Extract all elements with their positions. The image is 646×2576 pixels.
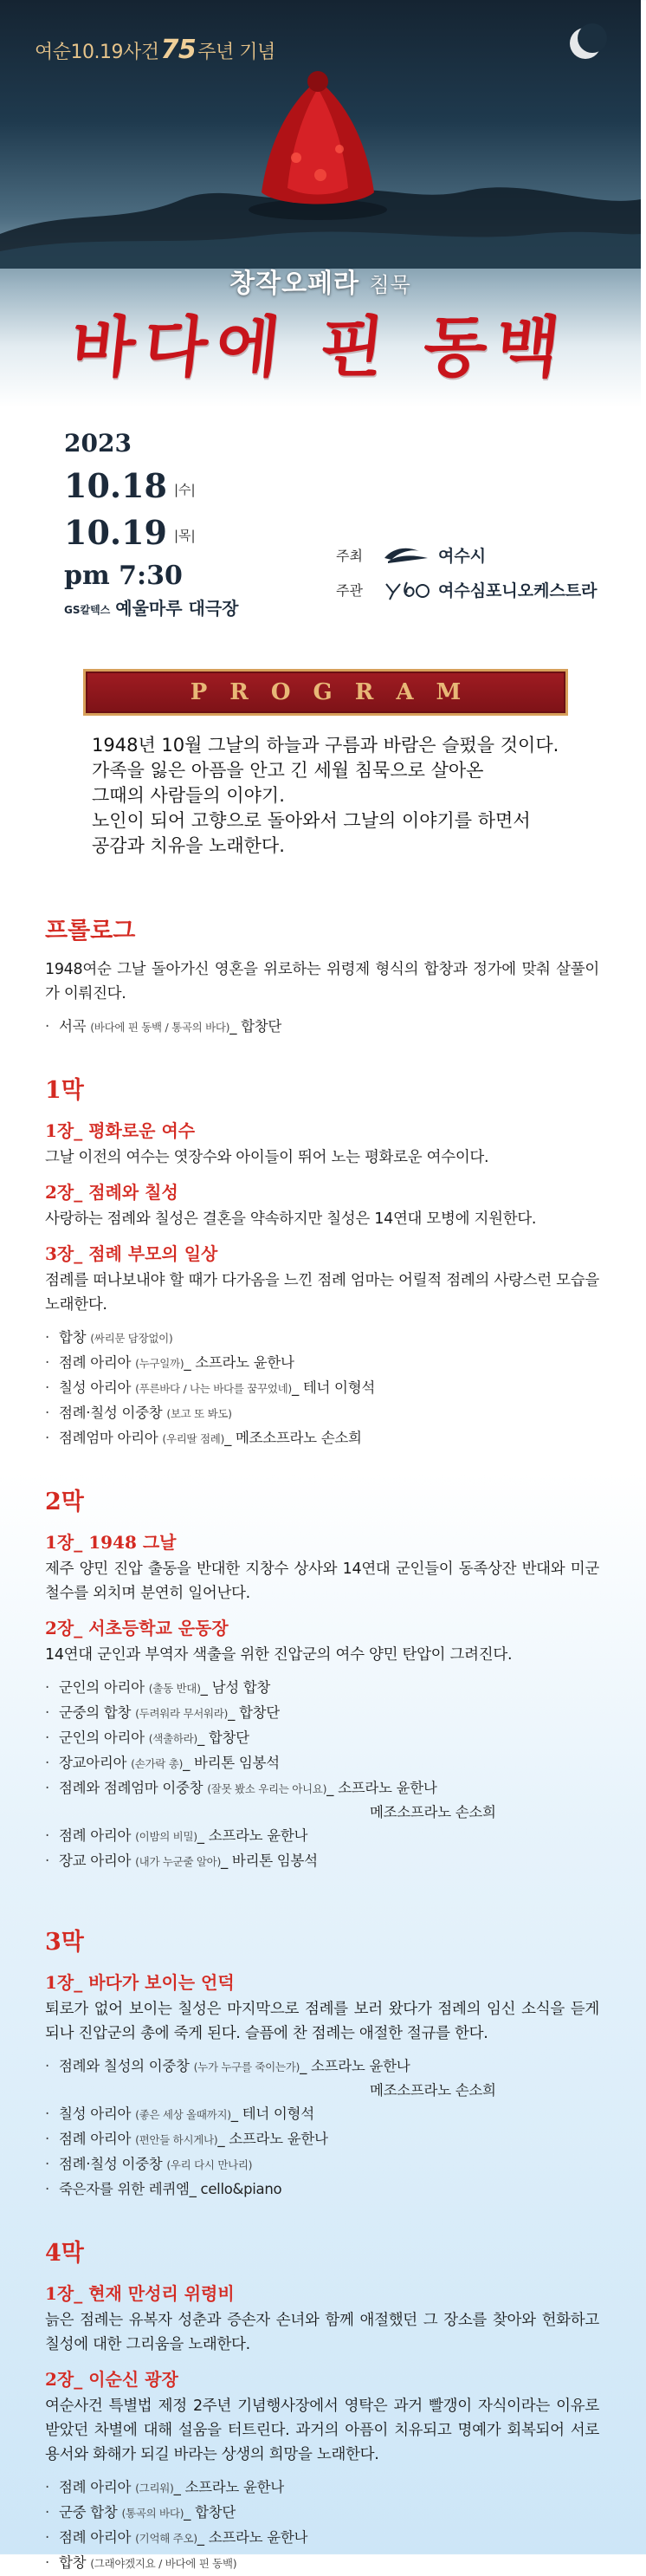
act3-title: 3막 — [45, 1929, 84, 1956]
song-item: · 점례 아리아 (그리워)_ 소프라노 윤한나 — [45, 2479, 284, 2495]
act1-scene1-desc: 그날 이전의 여수는 엿장수와 아이들이 뛰어 노는 평화로운 여수이다. — [45, 1149, 489, 1166]
song-item: · 점례와 칠성의 이중창 (누가 누구를 죽이는가)_ 소프라노 윤한나 메조소프라노 손소희 — [45, 2058, 496, 2099]
song-item: · 점례 아리아 (이밤의 비밀)_ 소프라노 윤한나 — [45, 1827, 308, 1844]
act2-scene1-title: 1장_ 1948 그날 — [45, 1532, 177, 1553]
organizer-name: 여수심포니오케스트라 — [438, 581, 598, 600]
event-venue: GS칼텍스 예울마루 대극장 — [64, 598, 239, 619]
intro-line: 그때의 사람들의 이야기. — [92, 785, 285, 806]
hero-banner — [0, 0, 641, 407]
crescent-moon-icon — [566, 24, 604, 62]
act4-scene2-desc: 여순사건 특별법 제정 2주년 기념행사장에서 영탁은 과거 빨갱이 자식이라는 이유로 받았던 차별에 대해 설움을 터트린다. 과거의 아픔이 치유되고 명예가 회복되어 서로 용서와 화해가 되길 바라는 상생의 희망을 노래한다. — [45, 2398, 599, 2463]
event-date-2: 10.19 |목| — [64, 512, 196, 552]
song-item: · 죽은자를 위한 레퀴엠_ cello&piano — [45, 2181, 282, 2197]
act4-scene2-title: 2장_ 이순신 광장 — [45, 2369, 178, 2390]
act1-song-list — [45, 1326, 599, 1451]
prologue-song-list — [45, 1015, 599, 1040]
song-item: · 합창 (그래야겠지요 / 바다에 핀 동백) — [45, 2554, 237, 2571]
intro-line: 노인이 되어 고향으로 돌아와서 그날의 이야기를 하면서 — [92, 810, 531, 831]
program-content — [45, 912, 599, 2576]
intro-line: 공감과 치유을 노래한다. — [92, 835, 285, 856]
act4-scene1-desc: 늙은 점례는 유복자 성춘과 증손자 손녀와 함께 애절했던 그 장소를 찾아와 헌화하고 칠성에 대한 그리움을 노래한다. — [45, 2312, 599, 2353]
act1-scene2-title: 2장_ 점례와 칠성 — [45, 1182, 178, 1203]
act1-title: 1막 — [45, 1077, 84, 1104]
host-row — [336, 537, 598, 572]
act3-section — [45, 1923, 599, 2203]
opera-subtitle: 창작오페라 침묵 — [229, 269, 411, 299]
prologue-title: 프롤로그 — [45, 918, 136, 944]
host-name: 여수시 — [438, 546, 487, 566]
song-item: · 서곡 (바다에 핀 동백 / 통곡의 바다)_ 합창단 — [45, 1018, 282, 1035]
act1-scene3-desc: 점례를 떠나보내야 할 때가 다가옴을 느낀 점례 엄마는 어릴적 점례의 사랑스런 모습을 노래한다. — [45, 1272, 599, 1314]
program-banner: PROGRAM — [83, 669, 568, 716]
song-item: · 장교아리아 (손가락 총)_ 바리톤 임봉석 — [45, 1755, 280, 1771]
act4-title: 4막 — [45, 2240, 84, 2267]
act4-scene1-title: 1장_ 현재 만성리 위령비 — [45, 2283, 235, 2304]
song-item: · 칠성 아리아 (좋은 세상 올때까지)_ 테너 이형석 — [45, 2106, 314, 2122]
act2-song-list — [45, 1676, 599, 1874]
act2-scene2-desc: 14연대 군인과 부역자 색출을 위한 진압군의 여수 양민 탄압이 그려진다. — [45, 1646, 513, 1664]
intro-line: 가족을 잃은 아픔을 안고 긴 세월 침묵으로 살아온 — [92, 760, 484, 781]
intro-line: 1948년 10월 그날의 하늘과 구름과 바람은 슬펐을 것이다. — [92, 735, 559, 756]
act2-title: 2막 — [45, 1489, 84, 1515]
organizer-row — [336, 572, 598, 607]
act1-scene3-title: 3장_ 점례 부모의 일상 — [45, 1243, 218, 1264]
event-schedule — [64, 429, 238, 623]
organizers — [336, 537, 598, 607]
opera-title: 바다에 핀 동백 — [67, 308, 572, 386]
program-intro — [92, 733, 577, 859]
act4-song-list — [45, 2475, 599, 2576]
act2-section — [45, 1483, 599, 1874]
prologue-section — [45, 912, 599, 1040]
act2-scene1-desc: 제주 양민 진압 출동을 반대한 지창수 상사와 14연대 군인들이 동족상잔 반대와 미군철수를 외치며 분연히 일어난다. — [45, 1561, 599, 1602]
act3-scene1-desc: 퇴로가 없어 보이는 칠성은 마지막으로 점례를 보러 왔다가 점례의 임신 소식을 듣게 되나 진압군의 총에 죽게 된다. 슬픔에 찬 점례는 애절한 절규를 한다. — [45, 2001, 599, 2042]
event-time: pm 7:30 — [64, 561, 183, 591]
event-year: 2023 — [64, 429, 132, 457]
act4-section — [45, 2234, 599, 2576]
act3-scene1-title: 1장_ 바다가 보이는 언덕 — [45, 1972, 235, 1993]
song-item: · 점례 아리아 (누구일까)_ 소프라노 윤한나 — [45, 1354, 294, 1371]
song-item: · 점례와 점례엄마 이중창 (잘못 봤소 우리는 아니요)_ 소프라노 윤한나 메조소프라노 손소희 — [45, 1780, 496, 1820]
song-item: · 군인의 아리아 (색출하라)_ 합창단 — [45, 1729, 249, 1746]
act2-scene2-title: 2장_ 서초등학교 운동장 — [45, 1618, 229, 1638]
song-item: · 장교 아리아 (내가 누군줄 알아)_ 바리톤 임봉석 — [45, 1853, 318, 1869]
act3-song-list — [45, 2054, 599, 2203]
song-item: · 점례·칠성 이중창 (보고 또 봐도) — [45, 1405, 232, 1421]
act1-scene1-title: 1장_ 평화로운 여수 — [45, 1120, 196, 1141]
song-item: · 군인의 아리아 (출동 반대)_ 남성 합창 — [45, 1679, 271, 1696]
song-item: · 합창 (싸리문 담장없이) — [45, 1329, 173, 1346]
event-date-1: 10.18 |수| — [64, 466, 196, 505]
yeosu-city-logo-icon — [381, 542, 433, 567]
song-item: · 점례 아리아 (기억해 주오)_ 소프라노 윤한나 — [45, 2529, 308, 2546]
song-item: · 점례엄마 아리아 (우리딸 점례)_ 메조소프라노 손소희 — [45, 1430, 362, 1446]
act1-scene2-desc: 사랑하는 점례와 칠성은 결혼을 약속하지만 칠성은 14연대 모병에 지원한다. — [45, 1210, 537, 1228]
act1-section — [45, 1071, 599, 1451]
organizer-label: 주관 — [336, 581, 363, 599]
camellia-figure-illustration — [244, 62, 391, 223]
song-item: · 칠성 아리아 (푸른바다 / 나는 바다를 꿈꾸었네)_ 테너 이형석 — [45, 1379, 375, 1396]
prologue-desc: 1948여순 그날 돌아가신 영혼을 위로하는 위령제 형식의 합창과 정가에 맞춰 살풀이가 이뤄진다. — [45, 961, 599, 1002]
host-label: 주최 — [336, 547, 363, 564]
song-item: · 점례·칠성 이중창 (우리 다시 만나리) — [45, 2156, 253, 2172]
yso-orchestra-logo-icon — [381, 577, 433, 601]
anniversary-caption: 여순10.19사건75주년 기념 — [35, 35, 275, 65]
song-item: · 군중의 합창 (두려워라 무서워라)_ 합창단 — [45, 1704, 280, 1721]
song-item: · 군중 합창 (통곡의 바다)_ 합창단 — [45, 2504, 236, 2521]
song-item: · 점례 아리아 (편안들 하시게나)_ 소프라노 윤한나 — [45, 2131, 328, 2147]
